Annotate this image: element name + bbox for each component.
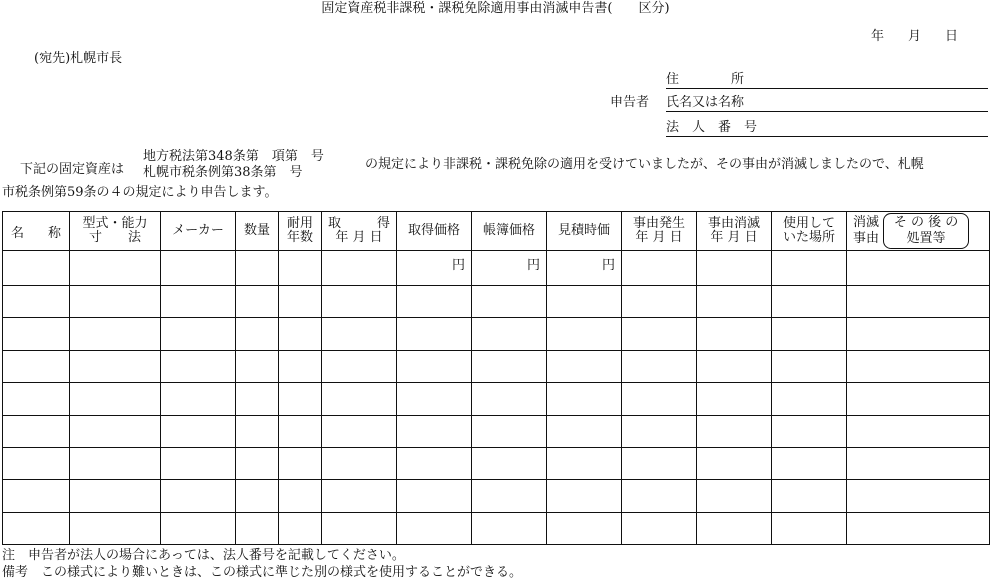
date-line	[871, 30, 958, 43]
table-cell[interactable]	[622, 480, 697, 512]
table-cell[interactable]	[472, 447, 547, 479]
table-cell[interactable]	[397, 286, 472, 318]
table-cell[interactable]	[472, 512, 547, 544]
table-cell[interactable]	[322, 415, 397, 447]
table-cell[interactable]	[847, 383, 990, 415]
table-cell[interactable]	[236, 480, 279, 512]
table-cell[interactable]	[547, 318, 622, 350]
table-cell[interactable]	[622, 251, 697, 286]
statement-intro: 下記の固定資産は	[20, 162, 125, 177]
table-cell[interactable]	[772, 251, 847, 286]
table-cell[interactable]	[772, 318, 847, 350]
yen-unit: 円	[601, 258, 615, 273]
col-acquisition-date: 取 得 年 月 日	[322, 212, 397, 251]
table-cell[interactable]	[547, 251, 622, 286]
table-cell[interactable]	[322, 480, 397, 512]
table-cell[interactable]	[847, 318, 990, 350]
table-cell[interactable]	[697, 383, 772, 415]
table-cell[interactable]	[397, 480, 472, 512]
table-cell[interactable]	[279, 512, 322, 544]
table-row	[3, 251, 990, 286]
date-year-label: 年	[870, 29, 884, 44]
statement-law-line2: 札幌市税条例第38条第 号	[143, 165, 303, 180]
table-cell[interactable]	[472, 251, 547, 286]
corporate-number-label: 法 人 番 号	[666, 120, 758, 135]
table-cell[interactable]	[697, 447, 772, 479]
corporate-number-field[interactable]	[666, 120, 988, 137]
table-cell[interactable]	[3, 251, 70, 286]
address-field[interactable]	[666, 72, 988, 89]
asset-table	[2, 211, 990, 545]
table-cell[interactable]	[397, 318, 472, 350]
col-disposition: 消滅 事由 そ の 後 の 処置等	[847, 212, 990, 251]
table-cell[interactable]	[70, 480, 161, 512]
col-occurrence-date: 事由発生 年 月 日	[622, 212, 697, 251]
table-cell[interactable]	[236, 318, 279, 350]
table-cell[interactable]	[70, 512, 161, 544]
table-cell[interactable]	[622, 512, 697, 544]
table-cell[interactable]	[397, 383, 472, 415]
table-cell[interactable]	[772, 512, 847, 544]
table-cell[interactable]	[772, 350, 847, 382]
table-cell[interactable]	[622, 447, 697, 479]
table-cell[interactable]	[622, 318, 697, 350]
table-row	[3, 350, 990, 382]
table-cell[interactable]	[161, 286, 236, 318]
table-cell[interactable]	[161, 383, 236, 415]
addressee: (宛先)札幌市長	[34, 51, 123, 66]
table-cell[interactable]	[322, 286, 397, 318]
table-cell[interactable]	[622, 286, 697, 318]
table-cell[interactable]	[397, 415, 472, 447]
statement-law-line1: 地方税法第348条第 項第 号	[143, 149, 324, 164]
date-month-label: 月	[907, 29, 921, 44]
table-cell[interactable]	[236, 512, 279, 544]
name-label: 氏名又は名称	[666, 95, 745, 110]
table-cell[interactable]	[161, 447, 236, 479]
table-cell[interactable]	[847, 350, 990, 382]
table-cell[interactable]	[547, 383, 622, 415]
table-cell[interactable]	[279, 318, 322, 350]
table-row	[3, 286, 990, 318]
table-cell[interactable]	[279, 286, 322, 318]
table-cell[interactable]	[3, 447, 70, 479]
table-cell[interactable]	[772, 480, 847, 512]
col-useful-life: 耐用 年数	[279, 212, 322, 251]
table-cell[interactable]	[547, 286, 622, 318]
table-cell[interactable]	[70, 251, 161, 286]
date-day-label: 日	[944, 29, 958, 44]
table-cell[interactable]	[236, 383, 279, 415]
table-cell[interactable]	[472, 480, 547, 512]
table-cell[interactable]	[279, 350, 322, 382]
table-cell[interactable]	[161, 480, 236, 512]
col-book-value: 帳簿価格	[472, 212, 547, 251]
table-cell[interactable]	[322, 251, 397, 286]
table-cell[interactable]	[3, 318, 70, 350]
table-cell[interactable]	[697, 318, 772, 350]
table-cell[interactable]	[472, 350, 547, 382]
table-cell[interactable]	[697, 512, 772, 544]
table-cell[interactable]	[3, 286, 70, 318]
table-cell[interactable]	[236, 286, 279, 318]
table-cell[interactable]	[472, 383, 547, 415]
table-cell[interactable]	[3, 415, 70, 447]
table-cell[interactable]	[3, 480, 70, 512]
table-cell[interactable]	[161, 318, 236, 350]
table-cell[interactable]	[70, 350, 161, 382]
table-cell[interactable]	[322, 447, 397, 479]
col-acquisition-price: 取得価格	[397, 212, 472, 251]
table-cell[interactable]	[279, 447, 322, 479]
table-cell[interactable]	[70, 318, 161, 350]
table-cell[interactable]	[697, 480, 772, 512]
table-cell[interactable]	[697, 286, 772, 318]
table-row	[3, 383, 990, 415]
table-cell[interactable]	[622, 415, 697, 447]
col-place-used: 使用して いた場所	[772, 212, 847, 251]
col-estimated-value: 見積時価	[547, 212, 622, 251]
table-cell[interactable]	[847, 286, 990, 318]
table-cell[interactable]	[772, 415, 847, 447]
table-cell[interactable]	[847, 480, 990, 512]
col-quantity: 数量	[236, 212, 279, 251]
table-cell[interactable]	[279, 383, 322, 415]
table-cell[interactable]	[70, 415, 161, 447]
table-cell[interactable]	[772, 383, 847, 415]
applicant-label: 申告者	[610, 95, 650, 110]
col-maker: メーカー	[161, 212, 236, 251]
table-header-row	[3, 212, 990, 251]
table-cell[interactable]	[161, 415, 236, 447]
table-cell[interactable]	[547, 480, 622, 512]
table-cell[interactable]	[236, 447, 279, 479]
table-cell[interactable]	[279, 480, 322, 512]
table-cell[interactable]	[397, 251, 472, 286]
table-cell[interactable]	[279, 251, 322, 286]
note-corporate-number: 注 申告者が法人の場合にあっては、法人番号を記載してください。	[2, 548, 405, 563]
table-cell[interactable]	[547, 447, 622, 479]
table-cell[interactable]	[70, 447, 161, 479]
table-cell[interactable]	[847, 251, 990, 286]
table-cell[interactable]	[161, 350, 236, 382]
table-cell[interactable]	[697, 350, 772, 382]
table-cell[interactable]	[697, 251, 772, 286]
yen-unit: 円	[451, 258, 465, 273]
table-cell[interactable]	[772, 447, 847, 479]
table-cell[interactable]	[472, 318, 547, 350]
table-cell[interactable]	[397, 447, 472, 479]
address-label: 住 所	[666, 72, 745, 87]
table-cell[interactable]	[161, 251, 236, 286]
table-cell[interactable]	[236, 251, 279, 286]
table-cell[interactable]	[161, 512, 236, 544]
table-cell[interactable]	[322, 512, 397, 544]
statement-body-cont: 市税条例第59条の４の規定により申告します。	[2, 185, 278, 200]
table-cell[interactable]	[547, 350, 622, 382]
table-cell[interactable]	[697, 415, 772, 447]
table-cell[interactable]	[3, 350, 70, 382]
table-cell[interactable]	[772, 286, 847, 318]
table-cell[interactable]	[70, 286, 161, 318]
table-cell[interactable]	[622, 350, 697, 382]
table-cell[interactable]	[322, 383, 397, 415]
table-cell[interactable]	[236, 415, 279, 447]
table-cell[interactable]	[547, 512, 622, 544]
table-cell[interactable]	[3, 383, 70, 415]
name-field[interactable]	[666, 95, 988, 112]
table-row	[3, 512, 990, 544]
table-cell[interactable]	[279, 415, 322, 447]
statement-body: の規定により非課税・課税免除の適用を受けていましたが、その事由が消滅しましたので、札幌	[365, 157, 924, 172]
table-cell[interactable]	[847, 447, 990, 479]
table-cell[interactable]	[322, 318, 397, 350]
col-name: 名 称	[3, 212, 70, 251]
table-cell[interactable]	[472, 415, 547, 447]
table-cell[interactable]	[322, 350, 397, 382]
note-remarks: 備考 この様式により難いときは、この様式に準じた別の様式を使用することができる。	[2, 565, 523, 580]
table-row	[3, 480, 990, 512]
col-model: 型式・能力 寸 法	[70, 212, 161, 251]
table-cell[interactable]	[847, 415, 990, 447]
table-cell[interactable]	[397, 512, 472, 544]
col-extinction-date: 事由消滅 年 月 日	[697, 212, 772, 251]
table-row	[3, 415, 990, 447]
table-cell[interactable]	[622, 383, 697, 415]
table-cell[interactable]	[547, 415, 622, 447]
table-cell[interactable]	[236, 350, 279, 382]
yen-unit: 円	[526, 258, 540, 273]
table-cell[interactable]	[397, 350, 472, 382]
table-cell[interactable]	[3, 512, 70, 544]
table-cell[interactable]	[70, 383, 161, 415]
form-title: 固定資産税非課税・課税免除適用事由消滅申告書( 区分)	[321, 1, 670, 16]
table-row	[3, 447, 990, 479]
table-row	[3, 318, 990, 350]
table-cell[interactable]	[847, 512, 990, 544]
table-cell[interactable]	[472, 286, 547, 318]
